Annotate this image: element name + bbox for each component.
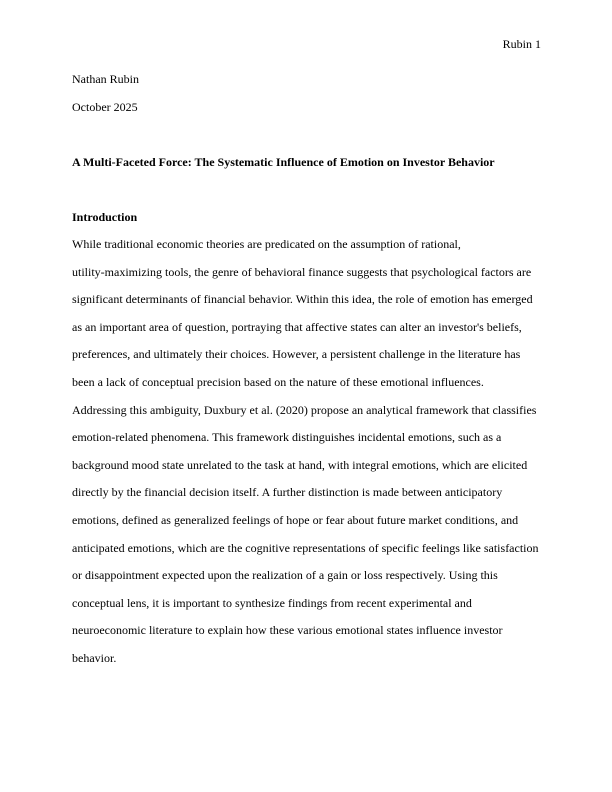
body-line: significant determinants of financial behavior. Within this idea, the role of emotion has emerged <box>72 292 533 307</box>
section-body <box>72 237 542 679</box>
body-line: emotion-related phenomena. This framework distinguishes incidental emotions, such as a <box>72 430 502 445</box>
body-line: Addressing this ambiguity, Duxbury et al. (2020) propose an analytical framework that classifies <box>72 402 537 417</box>
body-line: directly by the financial decision itself. A further distinction is made between anticipatory <box>72 485 503 500</box>
body-line: While traditional economic theories are predicated on the assumption of rational, <box>72 237 461 251</box>
page-number-header: Rubin 1 <box>502 37 541 51</box>
body-line: emotions, defined as generalized feelings of hope or fear about future market conditions, and <box>72 512 519 527</box>
document-date: October 2025 <box>72 100 138 114</box>
body-line: been a lack of conceptual precision based on the nature of these emotional influences. <box>72 374 484 389</box>
body-line: or disappointment expected upon the realization of a gain or loss respectively. Using this <box>72 568 498 583</box>
author-name: Nathan Rubin <box>72 72 139 86</box>
body-line: anticipated emotions, which are the cognitive representations of specific feelings like satisfaction <box>72 540 539 555</box>
body-line: neuroeconomic literature to explain how these various emotional states influence investor <box>72 623 503 638</box>
body-line: background mood state unrelated to the task at hand, with integral emotions, which are elicited <box>72 457 528 472</box>
body-line: as an important area of question, portraying that affective states can alter an investor's beliefs, <box>72 319 522 334</box>
body-line: utility-maximizing tools, the genre of behavioral finance suggests that psychological factors are <box>72 264 532 279</box>
body-line: conceptual lens, it is important to synthesize findings from recent experimental and <box>72 595 472 610</box>
document-title: A Multi-Faceted Force: The Systematic Influence of Emotion on Investor Behavior <box>72 155 495 169</box>
section-heading: Introduction <box>72 210 138 224</box>
body-line: behavior. <box>72 650 117 665</box>
body-line: preferences, and ultimately their choices. However, a persistent challenge in the literature has <box>72 347 521 362</box>
